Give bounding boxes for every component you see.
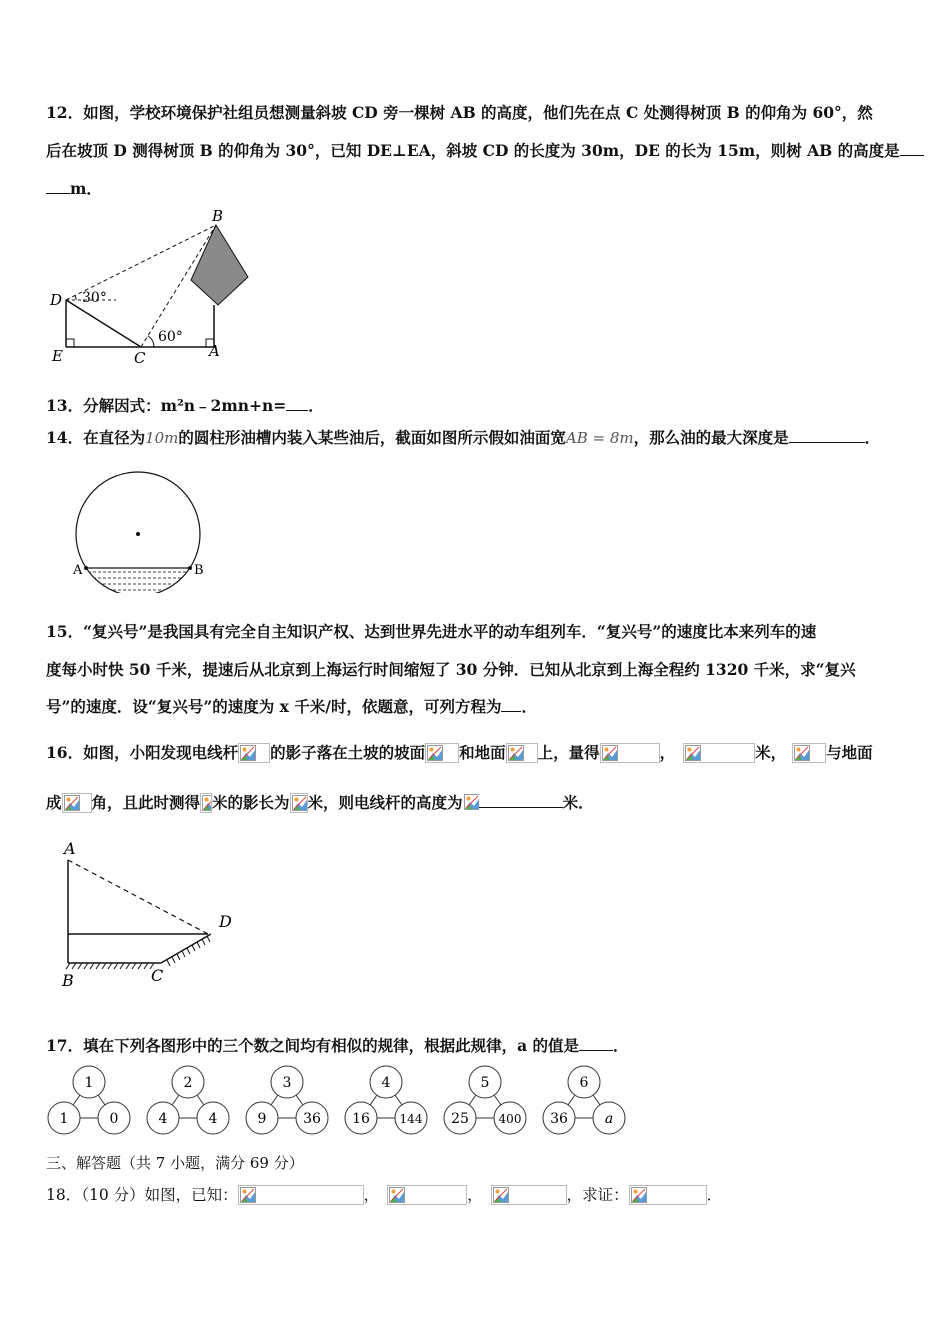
answer-blank — [789, 428, 865, 443]
q12-line3: m． — [46, 179, 102, 199]
triangle-top-value: 4 — [381, 1075, 391, 1091]
broken-image-icon — [238, 1185, 364, 1205]
triangle-right-value: 0 — [109, 1111, 119, 1127]
q16-figure — [56, 838, 246, 993]
triangle-left-value: 36 — [550, 1111, 568, 1127]
triangle-left-value: 25 — [451, 1111, 469, 1127]
q18: 18．（10 分）如图，已知： ， ， ，求证： ． — [46, 1186, 723, 1204]
q13: 13．分解因式：m²n﹣2mn+n= ． — [46, 396, 324, 415]
q12-line1: 12．如图，学校环境保护社组员想测量斜坡 CD 旁一棵树 AB 的高度，他们先在点 C 处测得树顶 B 的仰角为 60°，然 — [46, 103, 873, 122]
triangle-left-value: 16 — [352, 1111, 370, 1127]
q12-figure — [46, 205, 261, 365]
q12-line2: 后在坡顶 D 测得树顶 B 的仰角为 30°，已知 DE⊥EA，斜坡 CD 的长度为 30m，DE 的长为 15m，则树 AB 的高度是 — [46, 141, 924, 161]
point-D: D — [50, 291, 63, 309]
triangle-right-value: 36 — [303, 1111, 321, 1127]
angle-30: 30° — [82, 290, 107, 306]
broken-image-icon — [62, 793, 92, 813]
q14: 14．在直径为10m的圆柱形油槽内装入某些油后，截面如图所示假如油面宽AB = 8m，那么油的最大深度是 ． — [46, 428, 881, 447]
broken-image-icon — [491, 1185, 567, 1205]
broken-image-icon — [463, 793, 479, 813]
number-triangle — [444, 1066, 526, 1134]
triangle-left-value: 9 — [257, 1111, 267, 1127]
number-triangle — [345, 1066, 427, 1134]
answer-blank — [900, 141, 924, 156]
point-C: C — [134, 349, 146, 365]
q15-line2: 度每小时快 50 千米，提速后从北京到上海运行时间缩短了 30 分钟．已知从北京到上海全程约 1320 千米，求“复兴 — [46, 660, 856, 679]
angle-60: 60° — [158, 329, 183, 345]
broken-image-icon — [290, 793, 308, 813]
triangle-top-value: 3 — [282, 1075, 292, 1091]
point-D: D — [219, 912, 232, 931]
q15-line3: 号”的速度．设“复兴号”的速度为 x 千米/时，依题意，可列方程为 ． — [46, 697, 537, 716]
point-A: A — [209, 342, 220, 360]
q16-line2: 成 角，且此时测得 米的影长为 米，则电线杆的高度为 米． — [46, 793, 594, 812]
broken-image-icon — [683, 743, 755, 763]
broken-image-icon — [600, 743, 660, 763]
point-B: B — [212, 207, 224, 225]
number-triangle — [147, 1066, 229, 1134]
point-E: E — [52, 347, 63, 365]
broken-image-icon — [506, 743, 538, 763]
answer-blank — [579, 1036, 613, 1051]
answer-blank — [501, 697, 521, 712]
point-A: A — [64, 839, 76, 858]
broken-image-icon — [792, 743, 826, 763]
q14-figure — [68, 468, 218, 593]
triangle-right-value: 400 — [498, 1112, 522, 1126]
number-triangle — [48, 1066, 130, 1134]
triangle-left-value: 1 — [59, 1111, 69, 1127]
broken-image-icon — [425, 743, 459, 763]
triangle-left-value: 4 — [158, 1111, 168, 1127]
number-triangle — [246, 1066, 328, 1134]
q17: 17．填在下列各图形中的三个数之间均有相似的规律，根据此规律，a 的值是 ． — [46, 1036, 629, 1055]
answer-blank — [479, 793, 563, 808]
triangle-right-value: a — [604, 1111, 614, 1127]
point-B: B — [62, 971, 74, 990]
answer-blank — [286, 396, 308, 411]
triangle-top-value: 2 — [183, 1075, 193, 1091]
math-ab: AB = 8m — [565, 429, 634, 447]
triangle-top-value: 1 — [84, 1075, 94, 1091]
point-A: A — [73, 563, 83, 578]
number-triangle — [543, 1066, 625, 1134]
triangle-top-value: 6 — [579, 1075, 589, 1091]
broken-image-icon — [629, 1185, 707, 1205]
q15-line1: 15．“复兴号”是我国具有完全自主知识产权、达到世界先进水平的动车组列车．“复兴号”的速度比本来列车的速 — [46, 622, 817, 641]
broken-image-icon — [238, 743, 270, 763]
broken-image-icon — [200, 793, 212, 813]
section-title: 三、解答题（共 7 小题，满分 69 分） — [46, 1154, 304, 1172]
answer-blank — [46, 179, 70, 194]
q16-line1: 16．如图，小阳发现电线杆 的影子落在土坡的坡面 和地面 上，量得 ， 米， 与地面 — [46, 743, 873, 762]
triangle-top-value: 5 — [480, 1075, 490, 1091]
broken-image-icon — [387, 1185, 467, 1205]
triangle-right-value: 4 — [208, 1111, 218, 1127]
math-10m: 10m — [145, 429, 179, 447]
point-B: B — [194, 563, 204, 578]
q17-figure — [44, 1064, 634, 1136]
point-C: C — [151, 966, 164, 985]
triangle-right-value: 144 — [399, 1112, 423, 1126]
